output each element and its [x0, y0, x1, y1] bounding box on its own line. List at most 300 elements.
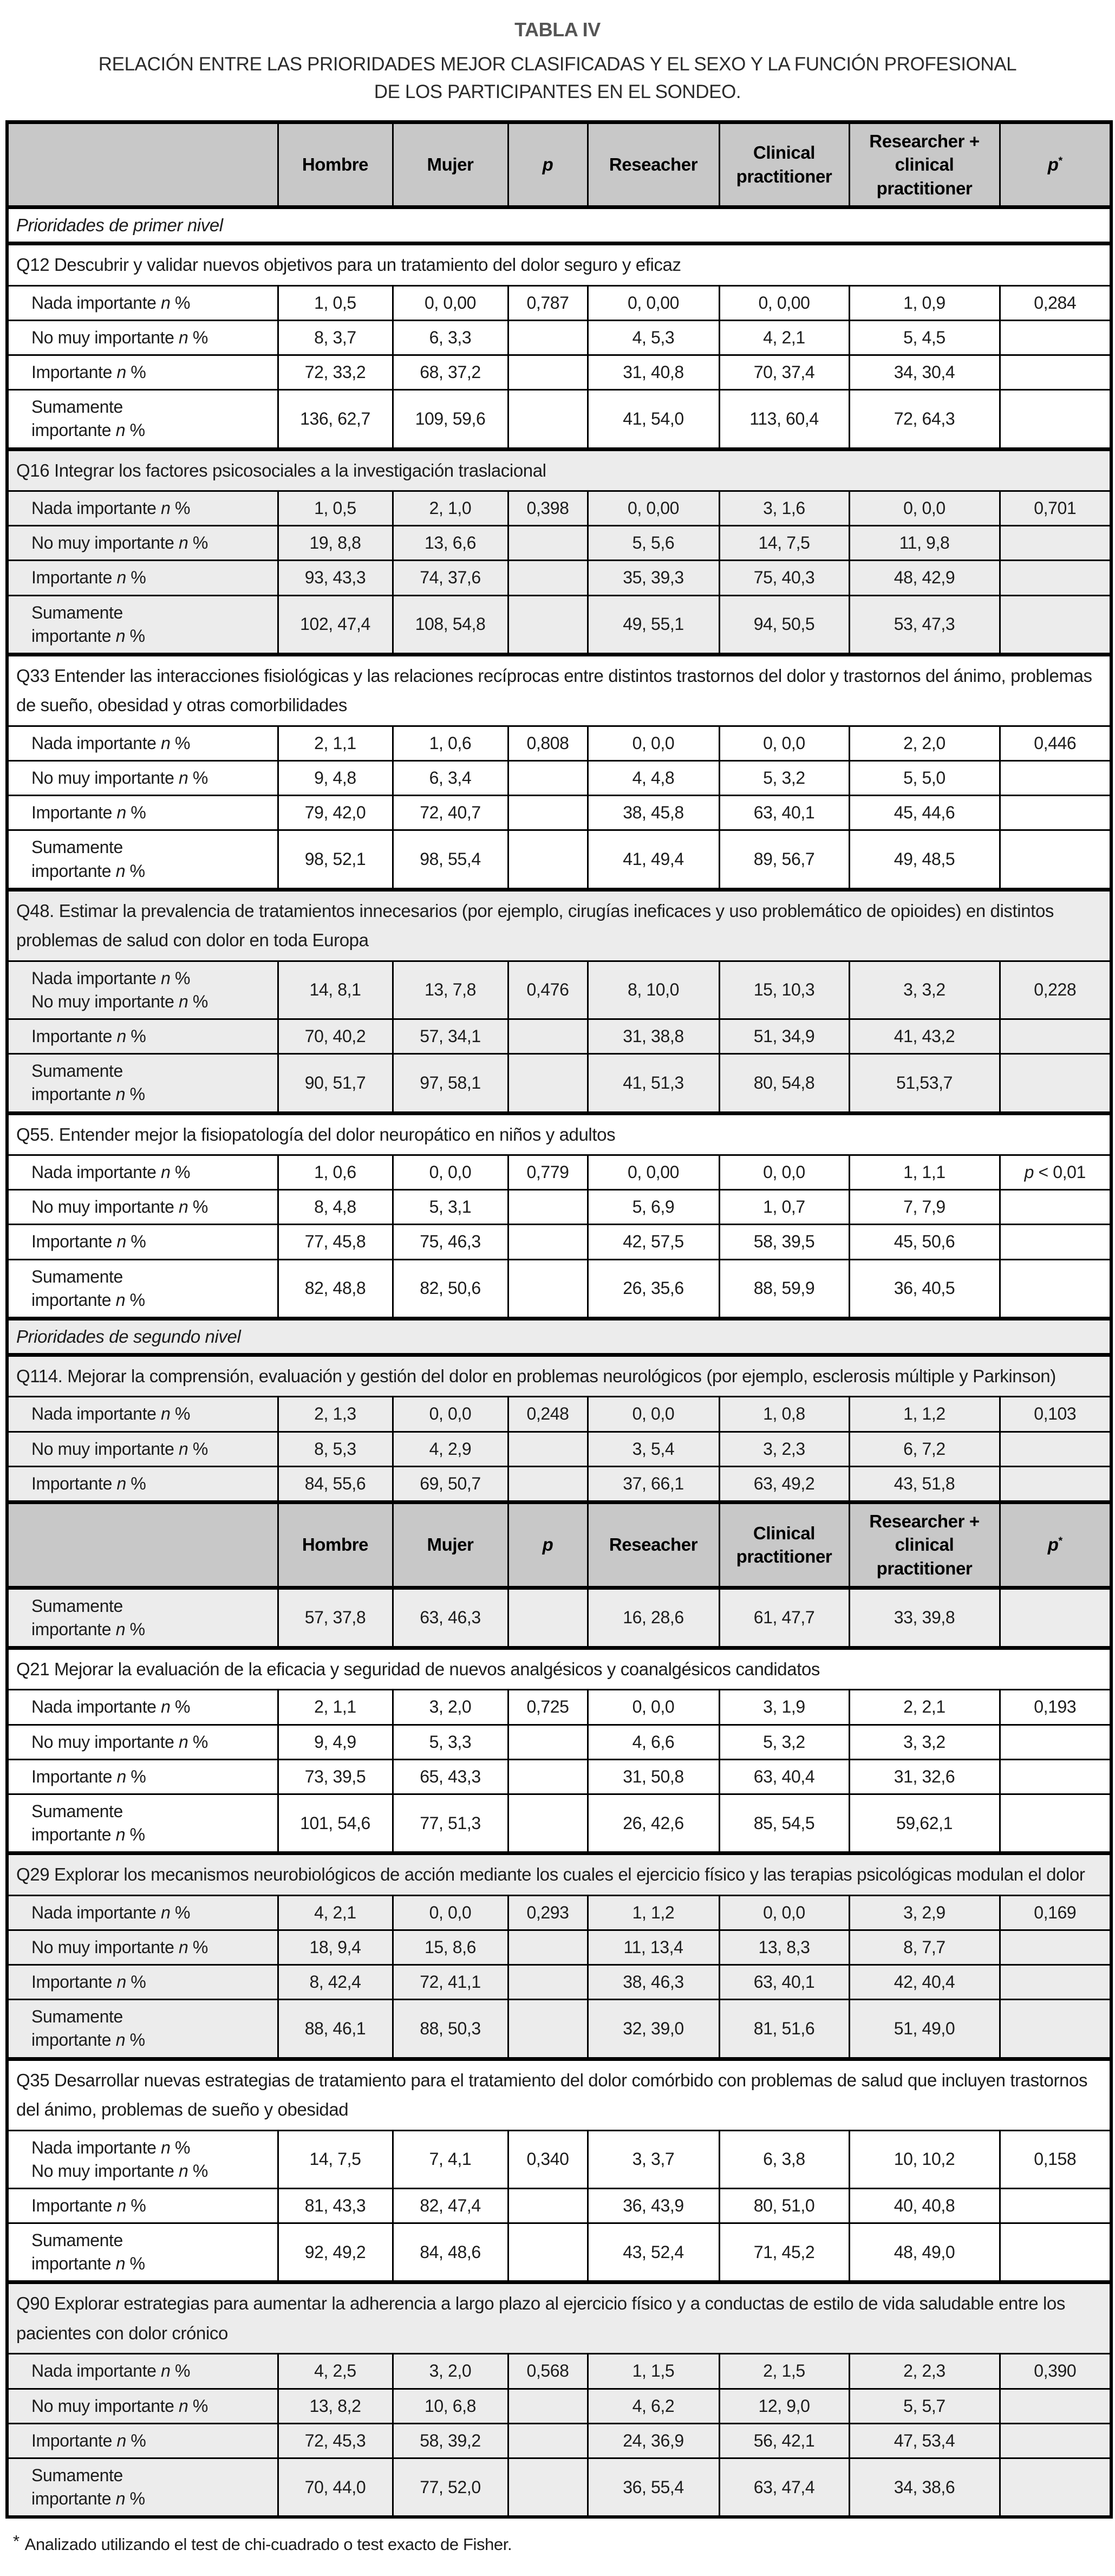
value-cell	[1000, 1054, 1111, 1113]
question-title-row	[7, 2059, 1111, 2130]
value-cell: 136, 62,7	[278, 390, 393, 449]
row-label-cell: Nada importante n % No muy importante n %	[7, 961, 278, 1019]
italic-n: n	[116, 803, 126, 823]
value-cell	[508, 2458, 588, 2517]
value-cell: 69, 50,7	[393, 1466, 508, 1502]
value-cell: 82, 50,6	[393, 1259, 508, 1318]
value-cell: 15, 8,6	[393, 1930, 508, 1964]
header-row	[7, 1502, 1111, 1588]
row-label-cell: No muy importante n %	[7, 760, 278, 795]
value-cell: 0, 0,0	[588, 726, 719, 760]
value-cell	[508, 561, 588, 595]
value-cell: 0, 0,0	[393, 1397, 508, 1432]
value-cell: 3, 1,6	[719, 491, 849, 525]
row-label-cell: Sumamente importante n %	[7, 2223, 278, 2282]
table-row	[7, 1155, 1111, 1189]
table-row	[7, 760, 1111, 795]
italic-n: n	[161, 1902, 171, 1922]
row-label-cell: Importante n %	[7, 1019, 278, 1053]
value-cell: 8, 42,4	[278, 1965, 393, 2000]
value-cell	[1000, 1794, 1111, 1853]
header-italic: p	[1047, 154, 1059, 175]
value-cell: 8, 5,3	[278, 1432, 393, 1466]
value-cell	[508, 2223, 588, 2282]
row-label-cell: Sumamente importante n %	[7, 595, 278, 654]
value-cell	[508, 1225, 588, 1259]
value-cell	[508, 320, 588, 355]
value-cell: 3, 3,2	[849, 961, 1000, 1019]
value-cell: 31, 32,6	[849, 1759, 1000, 1794]
value-cell: 79, 42,0	[278, 796, 393, 830]
value-cell: 1, 0,6	[393, 726, 508, 760]
header-cell: Clinical practitioner	[719, 1502, 849, 1588]
value-cell: 61, 47,7	[719, 1588, 849, 1648]
italic-n: n	[115, 626, 126, 646]
question-title: Q48. Estimar la prevalencia de tratamientos innecesarios (por ejemplo, cirugías ineficaces y uso problemático de opioides) en distintos problemas de salud con dolor en toda Europa	[7, 889, 1111, 961]
header-cell	[508, 1502, 588, 1588]
value-cell: 3, 2,9	[849, 1895, 1000, 1930]
value-cell: 14, 8,1	[278, 961, 393, 1019]
value-cell: 59,62,1	[849, 1794, 1000, 1853]
header-italic: p	[542, 1534, 553, 1555]
italic-n: n	[116, 1232, 126, 1252]
value-cell: 2, 1,3	[278, 1397, 393, 1432]
italic-n: n	[161, 1697, 171, 1717]
row-label-cell: Sumamente importante n %	[7, 2458, 278, 2517]
italic-n: n	[115, 2489, 126, 2509]
value-cell: 108, 54,8	[393, 595, 508, 654]
value-cell: 0,193	[1000, 1690, 1111, 1725]
row-label-cell: Importante n %	[7, 1466, 278, 1502]
row-label-cell: Importante n %	[7, 2423, 278, 2458]
row-label-cell: No muy importante n %	[7, 1930, 278, 1964]
value-cell: 0, 0,0	[393, 1895, 508, 1930]
table-row	[7, 1466, 1111, 1502]
italic-n: n	[179, 1439, 188, 1459]
value-cell: 3, 2,3	[719, 1432, 849, 1466]
value-cell: 113, 60,4	[719, 390, 849, 449]
value-cell: 53, 47,3	[849, 595, 1000, 654]
header-cell	[1000, 1502, 1111, 1588]
value-cell: 0,787	[508, 285, 588, 320]
italic-n: n	[116, 2195, 126, 2215]
value-cell: 5, 3,2	[719, 760, 849, 795]
value-cell	[508, 1794, 588, 1853]
value-cell: 0, 0,0	[588, 1397, 719, 1432]
question-title: Q33 Entender las interacciones fisiológicas y las relaciones recíprocas entre distintos trastornos del dolor y trastornos del ánimo, problemas de sueño, obesidad y otras comorbilidades	[7, 654, 1111, 726]
header-cell: Reseacher	[588, 1502, 719, 1588]
value-cell: 0, 0,00	[393, 285, 508, 320]
value-cell: 2, 2,0	[849, 726, 1000, 760]
row-label-cell: No muy importante n %	[7, 2389, 278, 2423]
value-cell	[1000, 1930, 1111, 1964]
italic-n: n	[116, 1026, 126, 1046]
row-label-cell: Importante n %	[7, 355, 278, 389]
value-cell	[1000, 1588, 1111, 1648]
table-row	[7, 1690, 1111, 1725]
value-cell: 75, 40,3	[719, 561, 849, 595]
italic-n: n	[115, 1825, 126, 1845]
table-row	[7, 796, 1111, 830]
table-row	[7, 1794, 1111, 1853]
row-label-cell: No muy importante n %	[7, 1190, 278, 1225]
italic-n: n	[115, 2030, 126, 2050]
value-cell	[508, 1725, 588, 1759]
value-cell	[1000, 2188, 1111, 2223]
row-label-cell: Nada importante n %	[7, 1895, 278, 1930]
italic-n: n	[115, 2254, 126, 2274]
table-row	[7, 1759, 1111, 1794]
value-cell: 16, 28,6	[588, 1588, 719, 1648]
value-cell: 0, 0,0	[719, 1895, 849, 1930]
italic-n: n	[161, 2137, 171, 2157]
value-cell	[1000, 760, 1111, 795]
value-cell: 3, 2,0	[393, 2354, 508, 2389]
row-label-cell: Sumamente importante n %	[7, 830, 278, 889]
question-title-row	[7, 654, 1111, 726]
table-row	[7, 2188, 1111, 2223]
question-title: Q16 Integrar los factores psicosociales a la investigación traslacional	[7, 449, 1111, 491]
header-cell: Reseacher	[588, 122, 719, 207]
value-cell: 43, 51,8	[849, 1466, 1000, 1502]
value-cell: 4, 6,2	[588, 2389, 719, 2423]
question-title: Q55. Entender mejor la fisiopatología del dolor neuropático en niños y adultos	[7, 1113, 1111, 1155]
table-row	[7, 390, 1111, 449]
value-cell: 3, 5,4	[588, 1432, 719, 1466]
value-cell: 9, 4,9	[278, 1725, 393, 1759]
question-title-row	[7, 1113, 1111, 1155]
value-cell: 0, 0,0	[719, 1155, 849, 1189]
value-cell: 63, 40,1	[719, 796, 849, 830]
value-cell: 41, 54,0	[588, 390, 719, 449]
value-cell: 15, 10,3	[719, 961, 849, 1019]
value-cell	[1000, 1725, 1111, 1759]
row-label-cell: Nada importante n %	[7, 2354, 278, 2389]
subtitle-line-2: DE LOS PARTICIPANTES EN EL SONDEO.	[374, 81, 741, 102]
value-cell: 36, 40,5	[849, 1259, 1000, 1318]
value-cell: 0,779	[508, 1155, 588, 1189]
value-cell	[508, 1259, 588, 1318]
row-label-cell: No muy importante n %	[7, 1725, 278, 1759]
header-cell: Researcher + clinical practitioner	[849, 1502, 1000, 1588]
value-cell	[1000, 796, 1111, 830]
italic-n: n	[179, 991, 188, 1011]
row-label-cell: Sumamente importante n %	[7, 390, 278, 449]
italic-n: n	[179, 767, 188, 788]
value-cell: 34, 38,6	[849, 2458, 1000, 2517]
value-cell: 63, 40,1	[719, 1965, 849, 2000]
table-row	[7, 1054, 1111, 1113]
header-italic: p	[542, 154, 553, 175]
value-cell: 48, 49,0	[849, 2223, 1000, 2282]
row-label-cell: Sumamente importante n %	[7, 1588, 278, 1648]
section-label-row	[7, 1318, 1111, 1355]
row-label-cell: No muy importante n %	[7, 526, 278, 561]
italic-n: n	[179, 1197, 188, 1217]
priorities-table	[5, 120, 1113, 2519]
table-row	[7, 491, 1111, 525]
value-cell: 63, 40,4	[719, 1759, 849, 1794]
value-cell: 5, 3,3	[393, 1725, 508, 1759]
value-cell: 31, 40,8	[588, 355, 719, 389]
table-row	[7, 2423, 1111, 2458]
value-cell	[1000, 1466, 1111, 1502]
row-label-cell: Importante n %	[7, 1225, 278, 1259]
value-cell: 70, 37,4	[719, 355, 849, 389]
table-row	[7, 355, 1111, 389]
value-cell	[508, 390, 588, 449]
table-row	[7, 2223, 1111, 2282]
value-cell: 36, 55,4	[588, 2458, 719, 2517]
value-cell: 42, 40,4	[849, 1965, 1000, 2000]
value-cell: 63, 47,4	[719, 2458, 849, 2517]
italic-n: n	[161, 2361, 171, 2381]
value-cell: 32, 39,0	[588, 2000, 719, 2059]
question-title: Q114. Mejorar la comprensión, evaluación y gestión del dolor en problemas neurológicos (por ejemplo, esclerosis múltiple y Parkinson)	[7, 1355, 1111, 1396]
value-cell: 41, 51,3	[588, 1054, 719, 1113]
value-cell: 63, 46,3	[393, 1588, 508, 1648]
value-cell: 2, 1,5	[719, 2354, 849, 2389]
value-cell: 0,248	[508, 1397, 588, 1432]
value-cell: 1, 1,2	[849, 1397, 1000, 1432]
table-row	[7, 1259, 1111, 1318]
question-title-row	[7, 1648, 1111, 1689]
question-title-row	[7, 1355, 1111, 1396]
value-cell: 45, 44,6	[849, 796, 1000, 830]
value-cell: 4, 5,3	[588, 320, 719, 355]
value-cell: 70, 40,2	[278, 1019, 393, 1053]
value-cell: 2, 1,1	[278, 1690, 393, 1725]
value-cell: 5, 3,2	[719, 1725, 849, 1759]
table-row	[7, 1588, 1111, 1648]
value-cell	[508, 1466, 588, 1502]
value-cell	[508, 1930, 588, 1964]
value-cell: 0,725	[508, 1690, 588, 1725]
value-cell: 88, 59,9	[719, 1259, 849, 1318]
value-cell: 8, 10,0	[588, 961, 719, 1019]
value-cell: 72, 41,1	[393, 1965, 508, 2000]
value-cell: 81, 43,3	[278, 2188, 393, 2223]
row-label-cell: Nada importante n %	[7, 1155, 278, 1189]
value-cell: 4, 2,1	[719, 320, 849, 355]
value-cell: 36, 43,9	[588, 2188, 719, 2223]
value-cell: 11, 13,4	[588, 1930, 719, 1964]
row-label-cell: Nada importante n %	[7, 1690, 278, 1725]
value-cell	[1000, 1225, 1111, 1259]
value-cell	[1000, 1965, 1111, 2000]
value-cell: 3, 2,0	[393, 1690, 508, 1725]
value-cell: 89, 56,7	[719, 830, 849, 889]
italic-n: n	[116, 1972, 126, 1992]
question-title: Q35 Desarrollar nuevas estrategias de tratamiento para el tratamiento del dolor comórbido con problemas de salud que incluyen trastornos del ánimo, problemas de sueño y obesidad	[7, 2059, 1111, 2130]
value-cell: 37, 66,1	[588, 1466, 719, 1502]
value-cell: 1, 1,5	[588, 2354, 719, 2389]
value-cell: 48, 42,9	[849, 561, 1000, 595]
value-cell: 75, 46,3	[393, 1225, 508, 1259]
italic-n: n	[161, 733, 171, 753]
value-cell: 3, 3,2	[849, 1725, 1000, 1759]
italic-n: n	[161, 1404, 171, 1424]
header-cell: Mujer	[393, 122, 508, 207]
value-cell: 58, 39,2	[393, 2423, 508, 2458]
value-cell: 3, 3,7	[588, 2130, 719, 2188]
value-cell: 19, 8,8	[278, 526, 393, 561]
value-cell: 2, 2,3	[849, 2354, 1000, 2389]
table-row	[7, 1965, 1111, 2000]
table-row	[7, 561, 1111, 595]
row-label-cell: Importante n %	[7, 2188, 278, 2223]
value-cell: 80, 54,8	[719, 1054, 849, 1113]
value-cell	[1000, 2223, 1111, 2282]
italic-n: n	[161, 498, 171, 518]
value-cell: 0, 0,0	[849, 491, 1000, 525]
value-cell	[508, 2423, 588, 2458]
question-title-row	[7, 1853, 1111, 1895]
row-label-cell: Nada importante n %	[7, 726, 278, 760]
value-cell: 5, 6,9	[588, 1190, 719, 1225]
value-cell: 63, 49,2	[719, 1466, 849, 1502]
table-row	[7, 1930, 1111, 1964]
table-row	[7, 1019, 1111, 1053]
header-cell: Hombre	[278, 1502, 393, 1588]
value-cell: 1, 0,9	[849, 285, 1000, 320]
value-cell: 0, 0,00	[719, 285, 849, 320]
value-cell	[508, 2000, 588, 2059]
value-cell: 43, 52,4	[588, 2223, 719, 2282]
value-cell: 72, 40,7	[393, 796, 508, 830]
value-cell: 1, 0,6	[278, 1155, 393, 1189]
value-cell	[1000, 2458, 1111, 2517]
question-title-row	[7, 2282, 1111, 2354]
value-cell: 26, 42,6	[588, 1794, 719, 1853]
value-cell: 4, 6,6	[588, 1725, 719, 1759]
value-cell: 14, 7,5	[719, 526, 849, 561]
italic-n: n	[116, 362, 126, 382]
italic-n: n	[179, 2161, 188, 2181]
value-cell: 72, 64,3	[849, 390, 1000, 449]
value-cell	[1000, 2000, 1111, 2059]
value-cell	[508, 1965, 588, 2000]
value-cell: 88, 50,3	[393, 2000, 508, 2059]
value-cell: 2, 1,1	[278, 726, 393, 760]
value-cell	[1000, 526, 1111, 561]
value-cell	[1000, 390, 1111, 449]
value-cell: 11, 9,8	[849, 526, 1000, 561]
value-cell	[1000, 830, 1111, 889]
value-cell: 0,284	[1000, 285, 1111, 320]
value-cell: 26, 35,6	[588, 1259, 719, 1318]
italic-n: n	[116, 2430, 126, 2450]
value-cell: 51, 34,9	[719, 1019, 849, 1053]
value-cell: 98, 52,1	[278, 830, 393, 889]
value-cell: 3, 1,9	[719, 1690, 849, 1725]
value-cell	[1000, 320, 1111, 355]
italic-n: n	[116, 1766, 126, 1786]
value-cell: 4, 2,5	[278, 2354, 393, 2389]
table-row	[7, 1895, 1111, 1930]
row-label-cell: Importante n %	[7, 796, 278, 830]
value-cell: 1, 1,2	[588, 1895, 719, 1930]
value-cell: 77, 45,8	[278, 1225, 393, 1259]
table-row	[7, 595, 1111, 654]
value-cell: 0, 0,00	[588, 285, 719, 320]
value-cell	[1000, 1759, 1111, 1794]
value-cell: 72, 45,3	[278, 2423, 393, 2458]
table-row	[7, 2354, 1111, 2389]
footnote-asterisk: *	[13, 2532, 19, 2551]
value-cell: 57, 34,1	[393, 1019, 508, 1053]
header-row	[7, 122, 1111, 207]
value-cell: 58, 39,5	[719, 1225, 849, 1259]
value-cell: 6, 3,8	[719, 2130, 849, 2188]
value-cell: 73, 39,5	[278, 1759, 393, 1794]
value-cell: 8, 7,7	[849, 1930, 1000, 1964]
table-title: TABLA IV	[514, 18, 601, 41]
table-row	[7, 2130, 1111, 2188]
value-cell: 38, 45,8	[588, 796, 719, 830]
value-cell	[508, 796, 588, 830]
value-cell: 31, 38,8	[588, 1019, 719, 1053]
value-cell: 109, 59,6	[393, 390, 508, 449]
value-cell: 56, 42,1	[719, 2423, 849, 2458]
value-cell: 57, 37,8	[278, 1588, 393, 1648]
value-cell: 0, 0,00	[588, 491, 719, 525]
value-cell: 6, 7,2	[849, 1432, 1000, 1466]
italic-n: n	[116, 568, 126, 588]
subtitle-line-1: RELACIÓN ENTRE LAS PRIORIDADES MEJOR CLASIFICADAS Y EL SEXO Y LA FUNCIÓN PROFESIONAL	[98, 54, 1017, 75]
question-title-row	[7, 449, 1111, 491]
value-cell: 49, 48,5	[849, 830, 1000, 889]
value-cell: 13, 7,8	[393, 961, 508, 1019]
value-cell: 77, 52,0	[393, 2458, 508, 2517]
value-cell: 84, 48,6	[393, 2223, 508, 2282]
value-cell: 74, 37,6	[393, 561, 508, 595]
row-label-cell: Sumamente importante n %	[7, 1794, 278, 1853]
value-cell: 1, 0,8	[719, 1397, 849, 1432]
value-cell	[508, 830, 588, 889]
value-cell: 10, 10,2	[849, 2130, 1000, 2188]
table-row	[7, 830, 1111, 889]
table-row	[7, 1190, 1111, 1225]
italic-n: n	[161, 968, 171, 988]
value-cell: 81, 51,6	[719, 2000, 849, 2059]
value-cell	[508, 595, 588, 654]
value-cell	[508, 1190, 588, 1225]
question-title: Q29 Explorar los mecanismos neurobiológicos de acción mediante los cuales el ejercicio físico y las terapias psicológicas modulan el dolor	[7, 1853, 1111, 1895]
section-label-row	[7, 207, 1111, 244]
header-cell	[508, 122, 588, 207]
table-row	[7, 2458, 1111, 2517]
italic-n: n	[115, 1084, 126, 1104]
table-row	[7, 961, 1111, 1019]
value-cell	[1000, 561, 1111, 595]
value-cell: 14, 7,5	[278, 2130, 393, 2188]
value-cell: 0,701	[1000, 491, 1111, 525]
header-cell	[7, 1502, 278, 1588]
header-cell	[7, 122, 278, 207]
value-cell: 13, 8,2	[278, 2389, 393, 2423]
value-cell: 0, 0,0	[719, 726, 849, 760]
value-cell: 4, 2,9	[393, 1432, 508, 1466]
value-cell: 4, 4,8	[588, 760, 719, 795]
value-cell: 0, 0,00	[588, 1155, 719, 1189]
question-title: Q21 Mejorar la evaluación de la eficacia y seguridad de nuevos analgésicos y coanalgésicos candidatos	[7, 1648, 1111, 1689]
value-cell: p < 0,01	[1000, 1155, 1111, 1189]
value-cell: 10, 6,8	[393, 2389, 508, 2423]
table-row	[7, 1397, 1111, 1432]
value-cell	[508, 1019, 588, 1053]
value-cell: 97, 58,1	[393, 1054, 508, 1113]
